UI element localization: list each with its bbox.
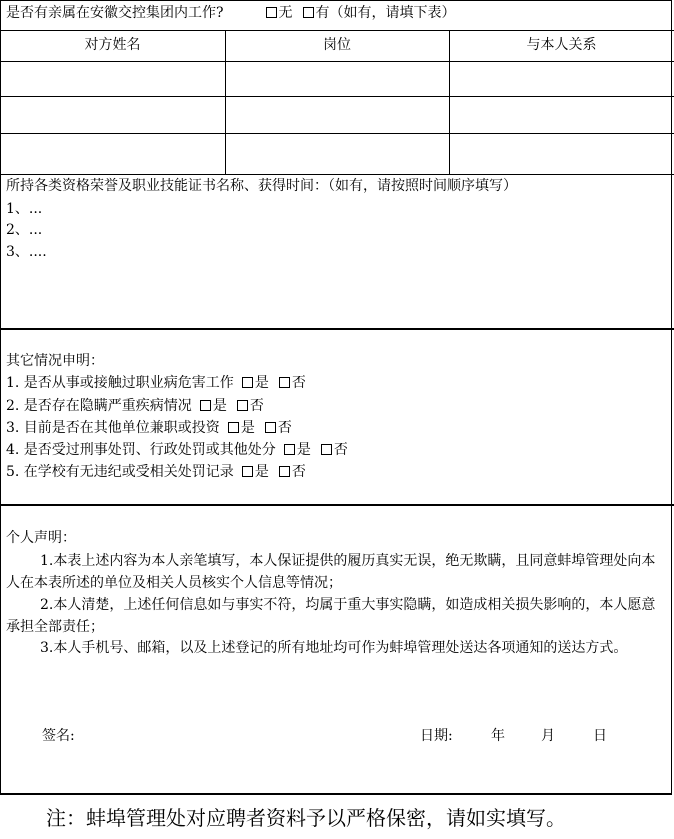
other-item-1	[6, 373, 306, 393]
signature-field[interactable]	[90, 722, 390, 750]
relatives-question-row	[6, 3, 456, 23]
checkbox-item-3-no[interactable]	[265, 422, 276, 433]
certificate-item-2: 2、...	[6, 222, 43, 238]
other-item-3	[6, 418, 292, 438]
checkbox-has-relatives[interactable]	[303, 7, 314, 18]
relative-1-relationship-cell[interactable]	[450, 62, 671, 95]
yes-label: 是	[296, 442, 311, 458]
signature-label: 签名:	[42, 728, 75, 744]
header-relationship: 与本人关系	[526, 37, 597, 53]
no-label: 否	[249, 398, 264, 414]
option-no-label: 无	[278, 5, 293, 21]
checkbox-item-1-yes[interactable]	[242, 377, 253, 388]
other-item-4-text: 4. 是否受过刑事处罚、行政处罚或其他处分	[6, 442, 276, 458]
date-day: 日	[593, 728, 607, 744]
date-year: 年	[491, 728, 505, 744]
no-label: 否	[277, 420, 292, 436]
other-item-5-text: 5. 在学校有无违纪或受相关处罚记录	[6, 464, 234, 480]
other-title: 其它情况申明：	[6, 353, 104, 369]
checkbox-item-3-yes[interactable]	[228, 422, 239, 433]
date-label: 日期:	[420, 728, 453, 744]
confidentiality-note: 注：蚌埠管理处对应聘者资料予以严格保密，请如实填写。	[46, 806, 566, 830]
other-item-1-text: 1. 是否从事或接触过职业病危害工作	[6, 375, 234, 391]
relatives-question: 是否有亲属在安徽交控集团内工作?	[6, 5, 224, 21]
other-item-5	[6, 462, 306, 482]
no-label: 否	[333, 442, 348, 458]
header-position: 岗位	[323, 37, 351, 53]
other-item-4	[6, 440, 348, 460]
checkbox-item-5-yes[interactable]	[242, 466, 253, 477]
relative-1-position-cell[interactable]	[226, 62, 448, 95]
no-label: 否	[291, 375, 306, 391]
section-divider	[0, 328, 674, 330]
certificates-title: 所持各类资格荣誉及职业技能证书名称、获得时间：（如有，请按照时间顺序填写）	[6, 178, 517, 194]
divider	[0, 174, 674, 175]
certificate-item-1: 1、...	[6, 201, 43, 217]
declaration-title: 个人声明：	[6, 530, 76, 546]
checkbox-item-2-no[interactable]	[237, 400, 248, 411]
option-yes-label: 有	[315, 5, 330, 21]
no-label: 否	[291, 464, 306, 480]
relative-2-position-cell[interactable]	[226, 97, 448, 132]
date-month: 月	[541, 728, 555, 744]
section-divider	[0, 504, 674, 506]
relative-1-name-cell[interactable]	[1, 62, 224, 95]
relative-3-relationship-cell[interactable]	[450, 134, 671, 173]
yes-label: 是	[212, 398, 227, 414]
checkbox-item-5-no[interactable]	[279, 466, 290, 477]
certificate-item-3: 3、....	[6, 244, 47, 260]
checkbox-item-4-yes[interactable]	[284, 444, 295, 455]
other-item-3-text: 3. 目前是否在其他单位兼职或投资	[6, 420, 220, 436]
yes-label: 是	[254, 464, 269, 480]
declaration-item-2: 2.本人清楚，上述任何信息如与事实不符，均属于重大事实隐瞒，如造成相关损失影响的，本人愿意承担全部责任；	[6, 597, 656, 635]
other-item-2	[6, 396, 264, 416]
declaration-item-1: 1.本表上述内容为本人亲笔填写，本人保证提供的履历真实无误，绝无欺瞒，且同意蚌埠管理处向本人在本表所述的单位及相关人员核实个人信息等情况；	[6, 553, 656, 591]
relative-3-position-cell[interactable]	[226, 134, 448, 173]
checkbox-item-4-no[interactable]	[321, 444, 332, 455]
yes-label: 是	[240, 420, 255, 436]
checkbox-item-1-no[interactable]	[279, 377, 290, 388]
checkbox-no-relatives[interactable]	[266, 7, 277, 18]
yes-label: 是	[254, 375, 269, 391]
relative-3-name-cell[interactable]	[1, 134, 224, 173]
other-item-2-text: 2. 是否存在隐瞒严重疾病情况	[6, 398, 192, 414]
checkbox-item-2-yes[interactable]	[200, 400, 211, 411]
declaration-item-3: 3.本人手机号、邮箱，以及上述登记的所有地址均可作为蚌埠管理处送达各项通知的送达方式。	[40, 640, 628, 656]
relative-2-name-cell[interactable]	[1, 97, 224, 132]
relatives-hint: （如有，请填下表）	[329, 5, 456, 21]
relative-2-relationship-cell[interactable]	[450, 97, 671, 132]
header-name: 对方姓名	[84, 37, 141, 53]
